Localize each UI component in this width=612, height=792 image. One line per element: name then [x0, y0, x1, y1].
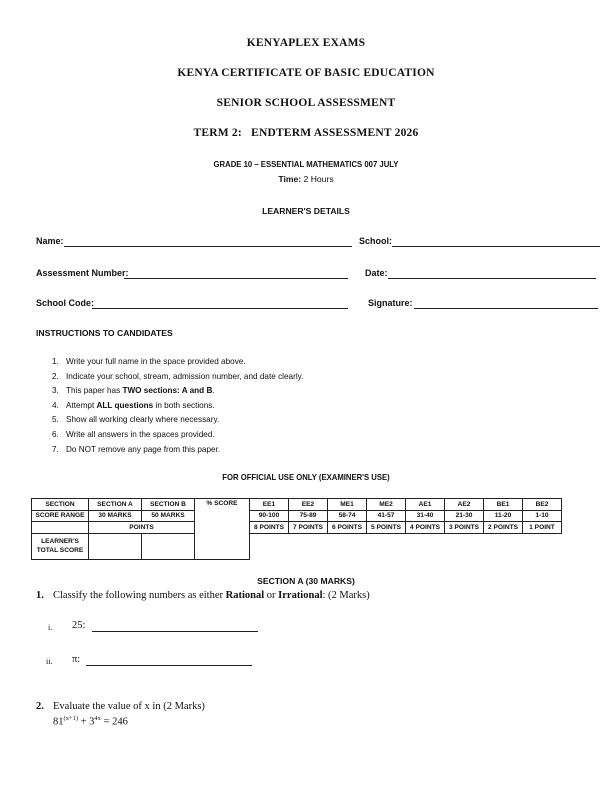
- level-points: 6 POINTS: [328, 522, 367, 534]
- section-a-score-cell[interactable]: [89, 533, 142, 560]
- level-code: EE1: [250, 499, 289, 511]
- level-points: 2 POINTS: [484, 522, 523, 534]
- signature-field[interactable]: [414, 308, 598, 309]
- blank-cell: [32, 522, 89, 534]
- instruction-item: 4. Attempt ALL questions in both sections.: [52, 400, 215, 410]
- assessment-title: SENIOR SCHOOL ASSESSMENT: [216, 97, 396, 109]
- level-code: AE2: [445, 499, 484, 511]
- level-range: 58-74: [328, 510, 367, 522]
- grade-subject: GRADE 10 – ESSENTIAL MATHEMATICS 007 JULY: [213, 159, 399, 169]
- signature-label: Signature:: [368, 298, 413, 308]
- learner-total-label: LEARNER'S TOTAL SCORE: [32, 533, 89, 560]
- section-header: SECTION: [32, 499, 89, 511]
- school-field[interactable]: [392, 246, 600, 247]
- percent-score-header: % SCORE: [195, 499, 250, 560]
- q1-part-i-value: 25:: [72, 620, 86, 631]
- q1-part-i-label: i.: [48, 623, 53, 632]
- level-range: 41-57: [367, 510, 406, 522]
- empty-area: [250, 533, 562, 560]
- level-points: 7 POINTS: [289, 522, 328, 534]
- level-range: 75-89: [289, 510, 328, 522]
- section-a-header: SECTION A: [89, 499, 142, 511]
- section-b-marks: 50 MARKS: [142, 510, 195, 522]
- points-label: POINTS: [89, 522, 195, 534]
- official-use-title: FOR OFFICIAL USE ONLY (EXAMINER'S USE): [222, 472, 390, 482]
- instructions-title: INSTRUCTIONS TO CANDIDATES: [36, 328, 173, 338]
- instruction-item: 6. Write all answers in the spaces provided.: [52, 429, 215, 439]
- instruction-item: 5. Show all working clearly where necessary.: [52, 415, 220, 425]
- q1-part-ii-answer[interactable]: [86, 665, 252, 666]
- question-1: 1. Classify the following numbers as either Rational or Irrational: (2 Marks): [36, 590, 370, 601]
- level-range: 11-20: [484, 510, 523, 522]
- level-range: 1-10: [523, 510, 562, 522]
- level-code: ME2: [367, 499, 406, 511]
- date-field[interactable]: [388, 278, 596, 279]
- school-code-label: School Code:: [36, 298, 94, 308]
- section-b-score-cell[interactable]: [142, 533, 195, 560]
- exam-body-title: KENYAPLEX EXAMS: [246, 37, 366, 49]
- assessment-number-field[interactable]: [124, 278, 348, 279]
- level-code: AE1: [406, 499, 445, 511]
- level-points: 8 POINTS: [250, 522, 289, 534]
- score-range-label: SCORE RANGE: [32, 510, 89, 522]
- level-range: 31-40: [406, 510, 445, 522]
- date-label: Date:: [365, 268, 388, 278]
- section-b-header: SECTION B: [142, 499, 195, 511]
- level-code: EE2: [289, 499, 328, 511]
- name-field[interactable]: [64, 246, 352, 247]
- level-points: 5 POINTS: [367, 522, 406, 534]
- instruction-item: 7. Do NOT remove any page from this paper.: [52, 444, 221, 454]
- school-code-field[interactable]: [92, 308, 348, 309]
- question-2: 2. Evaluate the value of x in (2 Marks): [36, 701, 205, 712]
- level-points: 3 POINTS: [445, 522, 484, 534]
- level-points: 1 POINT: [523, 522, 562, 534]
- level-code: BE1: [484, 499, 523, 511]
- name-label: Name:: [36, 236, 64, 246]
- term-title: TERM 2: ENDTERM ASSESSMENT 2026: [193, 127, 419, 139]
- level-range: 21-30: [445, 510, 484, 522]
- learner-details-title: LEARNER'S DETAILS: [262, 206, 350, 216]
- q1-part-ii-label: ii.: [46, 657, 53, 666]
- instruction-item: 2. Indicate your school, stream, admission number, and date clearly.: [52, 371, 304, 381]
- question-1-number: 1.: [36, 590, 44, 601]
- level-range: 90-100: [250, 510, 289, 522]
- time-value: 2 Hours: [303, 174, 334, 184]
- section-a-title: SECTION A (30 MARKS): [257, 576, 355, 586]
- assessment-number-label: Assessment Number:: [36, 268, 129, 278]
- certificate-title: KENYA CERTIFICATE OF BASIC EDUCATION: [177, 67, 435, 79]
- level-code: BE2: [523, 499, 562, 511]
- question-2-number: 2.: [36, 701, 44, 712]
- time-allowed: [0, 174, 612, 184]
- q1-part-ii-value: π:: [72, 654, 81, 665]
- instructions-list: [52, 355, 303, 457]
- school-label: School:: [359, 236, 392, 246]
- question-2-equation: $81^{(x+1)} + 3^{4x} = 246$: [53, 715, 128, 728]
- official-score-table: [31, 498, 562, 560]
- time-label: Time:: [278, 174, 302, 184]
- q1-part-i-answer[interactable]: [92, 631, 258, 632]
- section-a-marks: 30 MARKS: [89, 510, 142, 522]
- instruction-item: 1. Write your full name in the space provided above.: [52, 357, 246, 366]
- level-points: 4 POINTS: [406, 522, 445, 534]
- instruction-item: 3. This paper has TWO sections: A and B.: [52, 386, 215, 396]
- level-code: ME1: [328, 499, 367, 511]
